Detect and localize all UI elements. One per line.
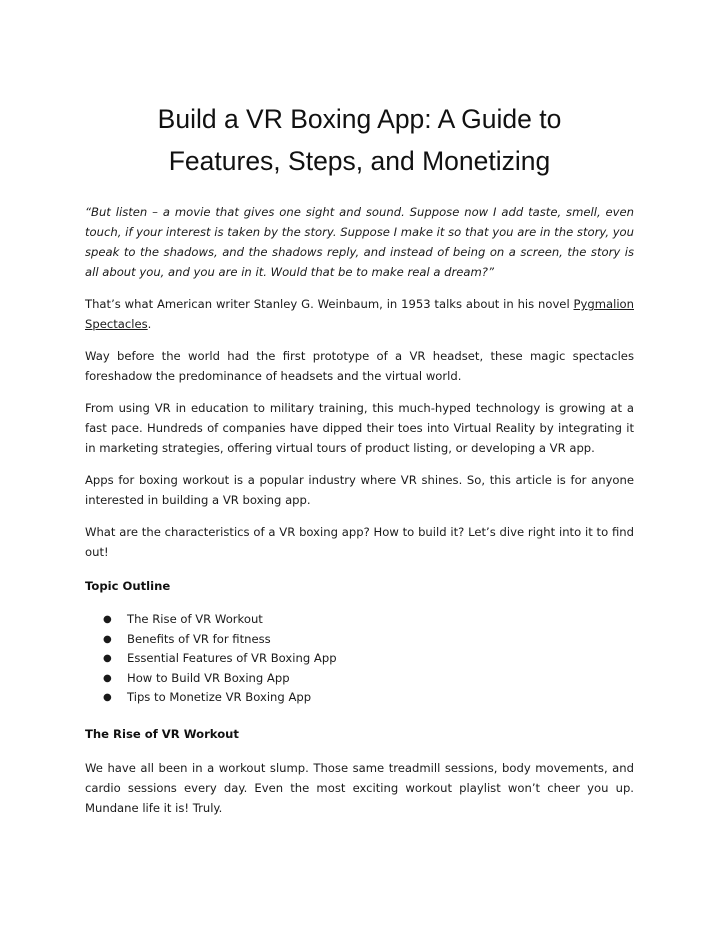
topic-outline-list bbox=[85, 610, 634, 708]
bullet-icon: ● bbox=[103, 692, 112, 703]
paragraph-weinbaum-text: That’s what American writer Stanley G. Weinbaum, in 1953 talks about in his novel bbox=[85, 297, 574, 311]
list-item-label: Tips to Monetize VR Boxing App bbox=[127, 690, 312, 704]
opening-quote: “But listen – a movie that gives one sight and sound. Suppose now I add taste, smell, even touch, if your interest is taken by the story. Suppose I make it so that you are in the story, you speak to the shadows, and the shadows reply, and instead of being on a screen, the story is all about you, and you are in it. Would that be to make real a dream?” bbox=[85, 205, 634, 279]
paragraph-vr-growth: From using VR in education to military training, this much-hyped technology is growing at a fast pace. Hundreds of companies have dipped their toes into Virtual Reality by integrating it in marketing strategies, offering virtual tours of product listing, or developing a VR app. bbox=[85, 401, 634, 455]
list-item bbox=[85, 688, 634, 708]
list-item-label: How to Build VR Boxing App bbox=[127, 670, 290, 685]
paragraph-boxing-apps: Apps for boxing workout is a popular industry where VR shines. So, this article is for anyone interested in building a VR boxing app. bbox=[85, 473, 634, 507]
paragraph-weinbaum bbox=[85, 294, 634, 334]
section-heading-rise: The Rise of VR Workout bbox=[85, 726, 239, 741]
title-line-2: Features, Steps, and Monetizing bbox=[168, 146, 551, 176]
bullet-icon: ● bbox=[103, 653, 112, 664]
bullet-icon: ● bbox=[103, 614, 112, 625]
pygmalion-spectacles-link[interactable]: Pygmalion Spectacles bbox=[85, 297, 634, 331]
bullet-icon: ● bbox=[103, 672, 112, 684]
list-item bbox=[85, 630, 634, 650]
paragraph-prototype: Way before the world had the first prototype of a VR headset, these magic spectacles foreshadow the predominance of headsets and the virtual world. bbox=[85, 349, 634, 383]
list-item bbox=[85, 649, 634, 669]
document-page bbox=[85, 0, 634, 818]
paragraph-weinbaum-end: . bbox=[147, 317, 152, 331]
list-item bbox=[85, 669, 634, 689]
topic-outline-heading: Topic Outline bbox=[85, 579, 171, 593]
list-item-label: Essential Features of VR Boxing App bbox=[127, 651, 337, 665]
page-title bbox=[85, 98, 634, 182]
paragraph-characteristics: What are the characteristics of a VR boxing app? How to build it? Let’s dive right into it to find out! bbox=[85, 525, 634, 559]
title-line-1: Build a VR Boxing App: A Guide to bbox=[157, 104, 562, 134]
list-item-label: Benefits of VR for fitness bbox=[127, 631, 271, 646]
paragraph-workout-slump: We have all been in a workout slump. Those same treadmill sessions, body movements, and cardio sessions every day. Even the most exciting workout playlist won’t cheer you up. Mundane life it is! Truly. bbox=[85, 760, 634, 815]
bullet-icon: ● bbox=[103, 633, 112, 645]
list-item bbox=[85, 610, 634, 630]
list-item-label: The Rise of VR Workout bbox=[127, 612, 263, 626]
